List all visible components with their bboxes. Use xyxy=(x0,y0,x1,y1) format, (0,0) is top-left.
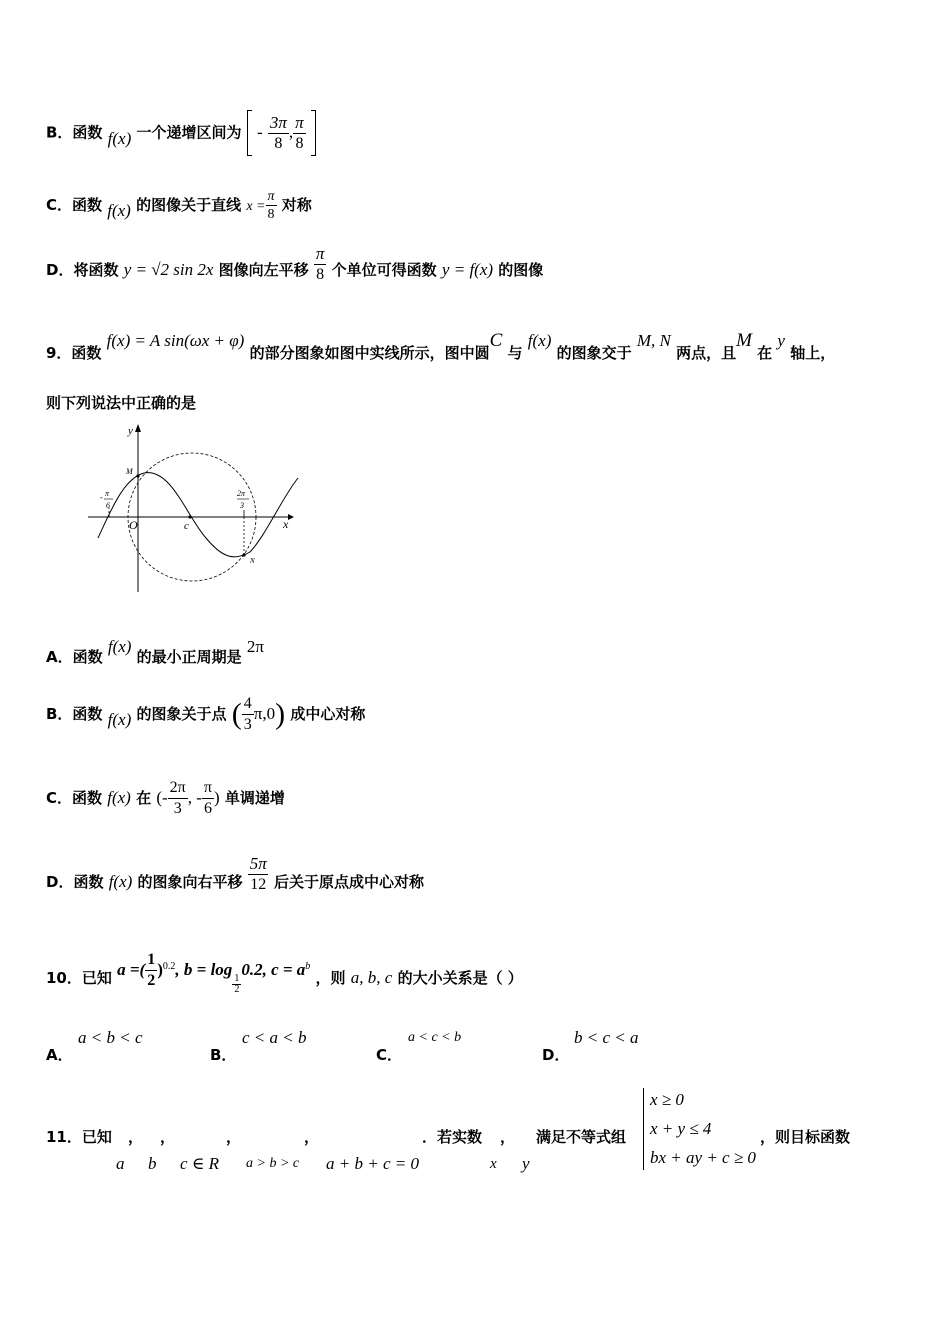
q11-stem-number: 11．已知 xyxy=(46,1128,112,1146)
stem-tail: 的大小关系是（ ） xyxy=(397,969,523,987)
option-label: C． xyxy=(376,1046,403,1064)
fraction-pi-8: $\frac{\pi}{8}$ xyxy=(295,112,304,152)
equation: y = √2 sin 2x xyxy=(123,260,214,279)
comma: ， xyxy=(500,1128,516,1146)
var-c-in-r: c ∈ R xyxy=(180,1154,220,1173)
system-brace-icon xyxy=(643,1088,650,1170)
variables-abc: a, b, c xyxy=(350,968,393,987)
m-label: M xyxy=(126,467,133,476)
fraction-pi-8: $\frac{\pi}{8}$ xyxy=(315,244,325,283)
stem-text-6: 轴上， xyxy=(790,344,836,362)
q10-stem: 10．已知 a =( $\frac{1}{2}$ )$^{0.2}$, b = log $\frac{1}{2}$ 0.2, $c = a^b$ ，则 a, b, c 的大小关系是（ ） xyxy=(46,951,523,995)
function-symbol: f(x) xyxy=(527,331,552,350)
y-axis-arrow-icon xyxy=(135,424,141,432)
a-equation: a =( xyxy=(117,960,146,979)
b-equation: , b = log xyxy=(175,960,233,979)
question-number: 9．函数 xyxy=(46,344,102,362)
point-m: M xyxy=(736,330,752,351)
option-tail: 的图像 xyxy=(498,261,544,279)
q8-option-c xyxy=(46,188,312,223)
left-paren-icon: ( xyxy=(231,697,242,731)
option-label: A． xyxy=(46,1046,73,1064)
stem-text-2: 与 xyxy=(507,344,523,362)
fraction-1-2: $\frac{1}{2}$ xyxy=(147,951,156,989)
option-text: 图像向左平移 xyxy=(218,261,309,279)
neg-sign: - xyxy=(100,493,103,502)
option-value: a < c < b xyxy=(408,1030,462,1045)
right-bracket-icon xyxy=(311,110,316,156)
var-x: x xyxy=(490,1156,497,1172)
option-text: 的最小正周期是 xyxy=(136,648,242,666)
option-label: A．函数 xyxy=(46,648,103,666)
q9-stem xyxy=(46,330,836,362)
points-mn: M, N xyxy=(636,331,671,350)
c-label: c xyxy=(184,520,189,532)
point-c xyxy=(188,515,191,518)
inequality-1: x ≥ 0 xyxy=(650,1090,684,1109)
q9-function-graph xyxy=(86,420,306,600)
function-curve xyxy=(98,473,298,557)
minus-sign: - xyxy=(256,122,263,142)
equation: x = xyxy=(246,199,266,214)
circle-label: C xyxy=(489,330,503,351)
sum-condition: a + b + c = 0 xyxy=(326,1154,419,1173)
period-value: 2π xyxy=(246,637,265,656)
option-text: 的图象关于点 xyxy=(136,705,227,723)
q9-option-a xyxy=(46,636,265,666)
stem-text-4: 两点，且 xyxy=(676,344,737,362)
equation-2: y = f(x) xyxy=(441,260,494,279)
option-label: B．函数 xyxy=(46,123,103,142)
function-definition: f(x) = A sin(ωx + φ) xyxy=(106,331,245,350)
function-symbol: f(x) xyxy=(107,637,132,656)
option-value: c < a < b xyxy=(242,1028,307,1047)
tick-6-den: 6 xyxy=(106,501,110,510)
order-condition: a > b > c xyxy=(246,1156,300,1171)
var-a: a xyxy=(116,1154,125,1173)
x-axis-arrow-icon xyxy=(288,514,294,520)
fraction-3pi-8: $\frac{3\pi}{8}$ xyxy=(269,112,287,152)
stem-text-1: ．若实数 xyxy=(422,1128,483,1146)
point-m xyxy=(136,474,139,477)
tick-2pi-num: 2π xyxy=(237,489,246,498)
var-b: b xyxy=(148,1154,157,1173)
option-label: D．将函数 xyxy=(46,261,119,279)
comma: ， xyxy=(160,1128,176,1146)
option-label: C．函数 xyxy=(46,196,103,214)
fraction-4-3: $\frac{4}{3}$ xyxy=(243,695,252,733)
tick-3-den: 3 xyxy=(240,501,244,510)
q9-option-b xyxy=(46,694,365,735)
option-tail: 单调递增 xyxy=(224,789,285,807)
option-label: C．函数 xyxy=(46,789,103,807)
n-label: N xyxy=(250,557,255,565)
comma: ， xyxy=(304,1128,320,1146)
function-symbol: f(x) xyxy=(107,201,131,220)
q9-option-c xyxy=(46,778,285,819)
tick-pi-num: π xyxy=(105,489,110,498)
stem-text-1: 的部分图象如图中实线所示，图中圆 xyxy=(249,344,490,362)
q9-stem-line-2: 则下列说法中正确的是 xyxy=(46,394,197,412)
stem-text-3: 的图象交于 xyxy=(556,344,632,362)
inequality-3: bx + ay + c ≥ 0 xyxy=(650,1148,756,1167)
function-symbol: f(x) xyxy=(108,872,133,891)
stem-tail: ，则目标函数 xyxy=(760,1128,851,1146)
interval-open: (- xyxy=(156,788,168,807)
var-y: y xyxy=(522,1154,530,1173)
b-value: 0.2, c = a xyxy=(241,960,306,979)
function-symbol: f(x) xyxy=(107,128,132,148)
c-exponent: b xyxy=(305,961,311,972)
option-label: B．函数 xyxy=(46,705,103,723)
right-paren-icon: ) xyxy=(275,697,286,731)
option-text: 的图像关于直线 xyxy=(136,196,242,214)
function-symbol: f(x) xyxy=(107,788,131,807)
interval-sep: , - xyxy=(187,788,202,807)
origin-label: O xyxy=(129,518,138,532)
fraction-pi-8: $\frac{\pi}{8}$ xyxy=(267,189,275,222)
exponent: 0.2 xyxy=(162,961,176,972)
fraction-5pi-12: $\frac{5\pi}{12}$ xyxy=(249,854,267,893)
y-axis-label: y xyxy=(128,425,133,437)
comma: ， xyxy=(128,1128,144,1146)
inequality-2: x + y ≤ 4 xyxy=(650,1119,712,1138)
axis-y: y xyxy=(777,331,785,350)
stem-text: ，则 xyxy=(315,969,346,987)
option-value: b < c < a xyxy=(574,1028,639,1047)
option-value: a < b < c xyxy=(78,1028,143,1047)
left-bracket-icon xyxy=(247,110,252,156)
option-text: 在 xyxy=(136,789,152,807)
option-tail: 后关于原点成中心对称 xyxy=(274,873,425,891)
option-text: 一个递增区间为 xyxy=(136,123,242,142)
option-text: 的图象向右平移 xyxy=(137,873,243,891)
option-tail: 成中心对称 xyxy=(290,705,366,723)
q8-option-d xyxy=(46,244,544,291)
q8-option-b xyxy=(46,110,316,156)
option-text-2: 个单位可得函数 xyxy=(331,261,437,279)
question-number: 10．已知 xyxy=(46,969,112,987)
comma: ， xyxy=(226,1128,242,1146)
option-tail: 对称 xyxy=(281,196,312,214)
log-base: $\frac{1}{2}$ xyxy=(234,973,240,995)
function-symbol: f(x) xyxy=(107,710,132,729)
fraction-2pi-3: $\frac{2\pi}{3}$ xyxy=(169,779,186,817)
fraction-pi-6: $\frac{\pi}{6}$ xyxy=(203,779,212,817)
option-label: D．函数 xyxy=(46,873,104,891)
point-n xyxy=(242,553,245,556)
point-rest: π,0 xyxy=(253,704,276,723)
stem-text-2: 满足不等式组 xyxy=(536,1128,627,1146)
interval-close: ) xyxy=(213,788,220,807)
stem-text-5: 在 xyxy=(757,344,773,362)
option-label: B． xyxy=(210,1046,237,1064)
q9-option-d xyxy=(46,854,425,903)
option-label: D． xyxy=(542,1046,570,1064)
x-axis-label: x xyxy=(283,517,289,531)
comma: , xyxy=(288,122,294,142)
